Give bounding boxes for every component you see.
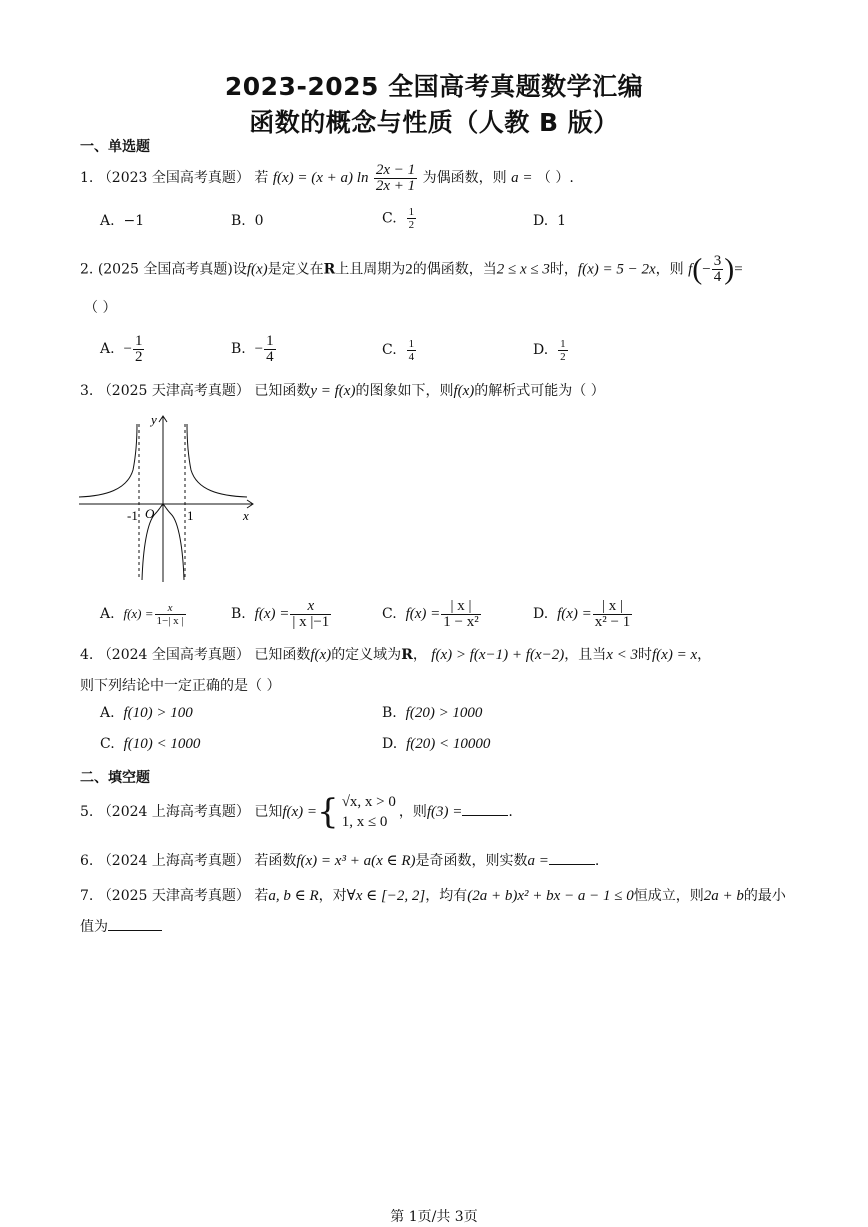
fraction [441, 599, 480, 630]
fraction-denominator: 4 [408, 350, 415, 363]
question-text: ， [697, 647, 712, 663]
math-expression: f(3) = [426, 804, 463, 820]
math-expression: f(x) = 5 − 2x [577, 261, 656, 278]
question-1 [80, 160, 574, 196]
math-expression: f(x) [310, 647, 332, 663]
question-text: 已知函数 [254, 647, 311, 663]
question-text: 已知 [254, 804, 283, 820]
fraction-denominator: 4 [713, 269, 722, 285]
punctuation: . [594, 853, 600, 869]
math-symbol: R [401, 647, 413, 663]
math-expression: f(x) = [282, 804, 318, 820]
q1-option-c [382, 206, 417, 231]
question-text: ， [412, 647, 427, 663]
left-paren: ( [692, 252, 703, 286]
math-expression: f(x) = (x + a) ln [272, 170, 369, 186]
fraction-numerator: 1 [266, 332, 274, 349]
section-heading-fill-in: 二、填空题 [80, 770, 150, 786]
option-label: A. [100, 705, 115, 721]
math-expression: x < 3 [606, 647, 638, 663]
math-sign: = [734, 261, 743, 278]
fraction-numerator: | x | [441, 599, 480, 615]
x-axis-label: x [243, 508, 249, 523]
q2-option-c [382, 334, 417, 366]
fraction-numerator: 1 [408, 206, 415, 218]
curve-right-branch [187, 424, 247, 497]
option-value: 1 [557, 213, 567, 229]
q2-option-b [231, 330, 277, 368]
fraction-denominator: 1−| x | [156, 614, 184, 627]
fraction-denominator: 2 [134, 348, 143, 365]
question-text: 设 [232, 261, 247, 278]
question-number: 2. [80, 261, 94, 278]
question-source: （2024 全国高考真题） [97, 647, 250, 663]
question-text: 的图象如下，则 [355, 383, 454, 399]
option-label: D. [382, 736, 398, 752]
q2-answer-paren: （ ） [84, 300, 117, 316]
math-expression: f(x) [453, 383, 475, 399]
math-expression: a = [527, 853, 549, 869]
question-number: 5. [80, 804, 94, 820]
fraction [558, 338, 568, 363]
option-label: D. [533, 606, 549, 622]
question-text: 上且周期为 [335, 261, 406, 278]
option-value: f(10) < 1000 [123, 736, 201, 752]
question-text: 的偶函数，当 [412, 261, 497, 278]
option-label: B. [231, 606, 246, 622]
question-source: （2024 上海高考真题） [97, 853, 250, 869]
question-source: （2024 上海高考真题） [97, 804, 250, 820]
piecewise-case-1: √x, x > 0 [341, 794, 396, 810]
function-graph [75, 410, 260, 585]
fraction-denominator: 4 [266, 348, 274, 365]
option-label: C. [382, 606, 397, 622]
q4-option-d [382, 736, 490, 753]
math-expression: a = [511, 170, 533, 186]
option-label: A. [100, 606, 115, 622]
option-label: B. [231, 341, 246, 357]
option-label: C. [382, 342, 397, 358]
math-expression: 2 ≤ x ≤ 3 [496, 261, 550, 278]
q3-option-a [100, 598, 187, 630]
fraction [593, 599, 632, 630]
fraction-numerator: x [155, 602, 186, 615]
q3-option-c [382, 596, 482, 632]
fraction [374, 163, 417, 194]
right-paren: ) [724, 252, 735, 286]
fraction [264, 334, 276, 365]
tick-label-1: 1 [187, 508, 194, 523]
option-value: f(20) > 1000 [405, 705, 483, 721]
q4-option-b [382, 705, 482, 722]
math-expression: (2a + b)x² + bx − a − 1 ≤ 0 [467, 888, 634, 904]
question-5 [80, 792, 513, 832]
question-4-line-2: 则下列结论中一定正确的是（ ） [80, 678, 281, 694]
q1-option-a [100, 208, 144, 238]
math-expression: a, b ∈ R [268, 888, 319, 904]
math-expression: f(x) = [557, 606, 592, 622]
q2-option-a [100, 330, 145, 368]
question-text: 恒成立，则 [633, 888, 704, 904]
question-text: 的定义域为 [331, 647, 402, 663]
fraction-numerator: 2x − 1 [375, 161, 416, 178]
fraction-denominator: | x |−1 [292, 613, 330, 630]
fraction-numerator: 1 [560, 337, 566, 350]
question-text: 是奇函数，则实数 [415, 853, 528, 869]
fraction [290, 599, 331, 630]
title-line-1: 2023-2025 全国高考真题数学汇编 [224, 72, 644, 101]
q1-option-b [231, 208, 264, 238]
option-label: C. [100, 736, 115, 752]
math-expression: f(x) = [123, 606, 154, 621]
math-sign: − [702, 261, 711, 278]
fraction-numerator: 3 [713, 253, 722, 269]
option-label: A. [100, 213, 115, 229]
math-expression: f(x) = x³ + a(x ∈ R) [296, 853, 416, 869]
question-text: 的最小 [743, 888, 786, 904]
question-text: 为偶函数，则 [422, 170, 507, 186]
curve-left-branch [79, 424, 137, 497]
tick-label-neg1: -1 [127, 508, 138, 523]
fraction [133, 334, 145, 365]
question-6 [80, 850, 599, 871]
question-text: 若 [254, 888, 269, 904]
q2-option-d [533, 334, 569, 366]
option-label: A. [100, 341, 115, 357]
piecewise-cases [340, 792, 398, 832]
question-text: ，且当 [564, 647, 607, 663]
question-source: （2025 天津高考真题） [97, 888, 250, 904]
math-symbol: R [323, 261, 336, 278]
option-value: f(20) < 10000 [406, 736, 491, 752]
question-number: 1. [80, 170, 94, 186]
answer-blank[interactable] [549, 850, 595, 865]
fraction-numerator: x [290, 599, 331, 615]
math-expression: f(x) = x [652, 647, 698, 663]
fraction-denominator: 2x + 1 [375, 177, 416, 194]
math-expression: y = f(x) [310, 383, 356, 399]
q3-option-d [533, 596, 633, 632]
piecewise-brace: { [317, 792, 339, 832]
question-text: 的解析式可能为（ ） [474, 383, 605, 399]
fraction [407, 338, 417, 363]
option-value: −1 [123, 213, 145, 229]
option-label: D. [533, 213, 549, 229]
question-source: （2023 全国高考真题） [97, 170, 250, 186]
section-heading-single-choice: 一、单选题 [80, 139, 150, 155]
answer-blank[interactable] [462, 801, 508, 816]
question-text: ，则 [398, 804, 427, 820]
math-expression: 2a + b [703, 888, 744, 904]
question-text: ，均有 [425, 888, 468, 904]
option-value: 0 [254, 213, 264, 229]
q4-option-c [100, 736, 200, 753]
question-text: 若函数 [254, 853, 297, 869]
math-expression: 2 [405, 261, 413, 278]
math-expression: f [688, 261, 693, 278]
answer-paren: （ ）. [536, 170, 574, 186]
math-expression: f(x) = [405, 606, 441, 622]
question-3 [80, 381, 605, 401]
math-expression: f(x) [246, 261, 268, 278]
option-label: D. [533, 342, 549, 358]
question-number: 3. [80, 383, 94, 399]
math-sign: − [254, 341, 264, 357]
question-text: 是定义在 [267, 261, 324, 278]
question-text: 时， [549, 261, 578, 278]
page-footer: 第 1页/共 3页 [390, 1209, 478, 1225]
fraction-numerator: 1 [134, 332, 143, 349]
q4-option-a [100, 705, 193, 722]
fraction [407, 206, 417, 231]
math-sign: − [123, 341, 132, 357]
option-label: C. [382, 210, 397, 227]
fraction-denominator: x² − 1 [594, 613, 631, 630]
fraction-denominator: 2 [560, 350, 566, 363]
fraction-denominator: 2 [408, 219, 415, 231]
fraction-numerator: | x | [593, 599, 632, 615]
fraction-numerator: 1 [408, 337, 415, 350]
q3-option-b [231, 596, 332, 632]
title-line-2: 函数的概念与性质（人教 B 版） [249, 108, 619, 137]
question-4 [80, 645, 711, 665]
fraction [155, 602, 186, 627]
question-text: 值为 [80, 919, 108, 935]
piecewise-case-2: 1, x ≤ 0 [341, 814, 388, 830]
q1-option-d [533, 208, 566, 238]
question-text: 已知函数 [254, 383, 311, 399]
question-7-line-2 [80, 916, 162, 937]
fraction [712, 254, 724, 285]
question-text: 时 [638, 647, 652, 663]
option-label: B. [382, 705, 397, 721]
question-text: ，则 [655, 261, 684, 278]
math-expression: f(x) = [254, 606, 290, 622]
origin-label: O [145, 506, 155, 521]
fraction-denominator: 1 − x² [443, 613, 479, 630]
question-text: ，对 [318, 888, 347, 904]
answer-blank[interactable] [108, 916, 162, 931]
question-number: 6. [80, 853, 94, 869]
question-number: 4. [80, 647, 94, 663]
question-7 [80, 886, 786, 906]
question-number: 7. [80, 888, 94, 904]
question-2 [80, 254, 743, 290]
y-axis-label: y [151, 412, 157, 427]
option-label: B. [231, 213, 246, 229]
math-expression: f(x) > f(x−1) + f(x−2) [431, 647, 565, 663]
question-source: （2025 天津高考真题） [97, 383, 250, 399]
option-value: f(10) > 100 [123, 705, 193, 721]
question-text: 若 [254, 170, 269, 186]
math-expression: ∀x ∈ [−2, 2] [346, 888, 426, 904]
question-source: (2025 全国高考真题) [97, 261, 233, 278]
punctuation: . [508, 804, 513, 820]
